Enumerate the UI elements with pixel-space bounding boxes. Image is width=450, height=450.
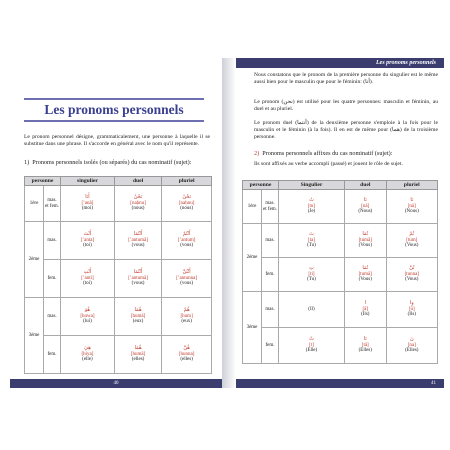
translation: (Nous) [358,209,373,215]
section-text: Pronoms personnels isolés (ou séparés) du cas nominatif (sujet): [32,159,192,166]
person-label: 1ère [25,186,44,222]
singular-cell [279,328,345,364]
gender-label: mas. [262,292,279,328]
table-row [243,328,438,364]
transliteration: [ti] [308,271,315,277]
col-header-dual: duel [114,177,161,186]
transliteration: [ʼantunna] [176,275,198,281]
table-row [243,292,438,328]
intro-paragraph: Le pronom personnel désigne, grammaticalement, une personne à laquelle il se substitue dans une phrase. Il s'accorde en général avec le nom qu'il représente. [24,134,210,147]
col-header-singular: singulier [61,177,115,186]
transliteration: [ʼanta] [80,237,95,243]
translation: (Je) [307,209,316,215]
section-number: 1) [24,159,30,166]
translation: (toi) [83,281,92,287]
page-title: Les pronoms personnels [24,98,204,122]
section-2-heading [254,150,438,158]
gender-label: mas. [44,298,61,336]
translation: (Ils) [361,312,370,318]
translation: (Vous) [358,277,372,283]
arabic-text: نَا [410,196,414,203]
arabic-text: هِيَ [84,344,91,351]
translation: (nous) [131,206,145,212]
col-header-plural: pluriel [162,177,212,186]
singular-cell [61,336,115,374]
col-header-person: personne [243,181,279,190]
col-header-person: personne [25,177,61,186]
gender-label: mas. et fem. [262,190,279,224]
paragraph-1: Nous constatons que le pronom de la première personne du singulier est le même aussi bien pour le masculin que pour le féminin: (أنا). [254,72,438,85]
transliteration: [nā] [407,203,416,209]
transliteration: [naḥnu] [178,200,195,206]
arabic-text: نَا [363,196,367,203]
singular-cell [61,222,115,260]
arabic-text: نَ [409,335,414,342]
plural-cell [162,260,212,298]
translation: (Il) [308,306,315,312]
singular-cell [61,260,115,298]
plural-cell [386,190,437,224]
translation: (vous) [180,281,194,287]
arabic-text: تَ [309,230,314,237]
arabic-text: أَنْتُمَا [133,268,143,275]
arabic-text: ا [364,299,366,306]
translation: (toi) [83,243,92,249]
transliteration: [hunna] [178,351,195,357]
arabic-text: تُمَا [362,230,369,237]
plural-cell [386,328,437,364]
singular-cell [279,190,345,224]
transliteration: [tunna] [404,271,420,277]
transliteration: [ta] [308,237,315,243]
transliteration: [ʼantumā] [128,237,148,243]
singular-cell [61,186,115,222]
transliteration: [humā] [130,313,146,319]
dual-cell [114,186,161,222]
arabic-text: أَنْتُنَّ [182,268,191,275]
section-2-subtext: Ils sont affixés au verbe accompli (passé) et jouent le rôle de sujet. [254,161,403,167]
arabic-text: تُمْ [409,230,415,237]
table-row [25,186,212,222]
gender-label: fem. [44,260,61,298]
table-row [243,224,438,258]
transliteration: [ʼanā] [81,200,94,206]
singular-cell [279,224,345,258]
plural-cell [162,298,212,336]
dual-cell [114,336,161,374]
transliteration: [tum] [406,237,418,243]
singular-cell [279,292,345,328]
arabic-text: تِ [309,264,314,271]
arabic-text: أَنْتَ [83,230,92,237]
dual-cell [344,190,386,224]
table-row [243,258,438,292]
pronoun-table-isolated [24,176,212,374]
transliteration: [ā] [362,306,369,312]
dual-cell [344,258,386,292]
singular-cell [279,258,345,292]
arabic-text: تُنَّ [409,264,415,271]
arabic-text: تْ [309,335,314,342]
translation: (lui) [83,319,92,325]
transliteration: [tumā] [358,271,372,277]
plural-cell [162,222,212,260]
transliteration: [tu] [307,203,316,209]
left-page [10,58,222,388]
arabic-text: أَنْتُمْ [182,230,191,237]
transliteration: [humā] [130,351,146,357]
translation: (Vous) [405,277,419,283]
person-label: 2ème [243,224,262,292]
arabic-text: هُوَ [84,306,91,313]
plural-cell [386,224,437,258]
pronoun-table-affixes [242,180,438,364]
page-footer [10,379,222,388]
transliteration: [t] [309,342,314,348]
translation: (moi) [81,206,93,212]
translation: (vous) [180,243,194,249]
dual-cell [114,298,161,336]
table-row [25,336,212,374]
dual-cell [344,224,386,258]
arabic-text: تَا [363,335,367,342]
plural-cell [162,186,212,222]
transliteration: [ʼantum] [177,237,196,243]
translation: (Elles) [405,348,419,354]
translation: (Vous) [405,243,419,249]
table-row [25,222,212,260]
translation: (eux) [181,319,192,325]
table-row [243,190,438,224]
transliteration: [naḥnu] [130,200,146,206]
section-number: 2) [254,150,260,157]
section-text: Pronoms personnels affixes du cas nominatif (sujet): [262,150,393,157]
transliteration: [nā] [361,203,370,209]
transliteration: [ū] [408,306,415,312]
arabic-text: هُمَا [134,306,142,313]
singular-cell [61,298,115,336]
arabic-text: نَحْنُ [133,193,143,200]
arabic-text: هُمْ [183,306,190,313]
page-footer [236,379,444,388]
plural-cell [162,336,212,374]
gender-label: fem. [262,258,279,292]
paragraph-2: Le pronom (نحن) est utilisé pour les quatre personnes: masculin et féminin, au duel et au pluriel. [254,99,438,112]
table-row [25,260,212,298]
arabic-text: تُ [309,196,314,203]
transliteration: [ʼantumā] [128,275,148,281]
person-label: 3ème [243,292,262,364]
book-gutter [222,58,236,388]
arabic-text: هُنَّ [183,344,190,351]
paragraph-3: Le pronom duel (أنتما) de la deuxième personne s'emploie à la fois pour le masculin et le féminin (à la fois). Il en est de même pour (هما) de la troisième personne. [254,120,438,140]
plural-cell [386,258,437,292]
translation: (Tu) [307,277,316,283]
table-row [25,298,212,336]
translation: (elle) [82,357,93,363]
transliteration: [na] [407,342,416,348]
arabic-text: هُمَا [134,344,142,351]
transliteration: [ʼanti] [81,275,94,281]
arabic-text: أَنَا [85,193,90,200]
gender-label: fem. [262,328,279,364]
translation: (elles) [180,357,193,363]
translation: (vous) [131,243,145,249]
person-label: 1ère [243,190,262,224]
translation: (Elle) [305,348,318,354]
person-label: 3ème [25,298,44,374]
translation: (vous) [131,281,145,287]
transliteration: [tā] [361,342,369,348]
gender-label: mas. et fem. [44,186,61,222]
dual-cell [114,260,161,298]
running-header: Les pronoms personnels [236,58,444,68]
col-header-singular: Singulier [279,181,345,190]
page-number: 40 [113,381,119,386]
col-header-dual: duel [344,181,386,190]
dual-cell [344,292,386,328]
translation: (nous) [180,206,194,212]
translation: (Nous) [404,209,419,215]
gender-label: mas. [44,222,61,260]
transliteration: [huwa] [80,313,95,319]
right-page [236,58,444,388]
col-header-plural: pluriel [386,181,437,190]
transliteration: [hum] [180,313,193,319]
arabic-text: وا [409,299,414,306]
gender-label: mas. [262,224,279,258]
gender-label: fem. [44,336,61,374]
translation: (Elles) [358,348,372,354]
arabic-text: نَحْنُ [182,193,191,200]
arabic-text: أَنْتِ [83,268,92,275]
plural-cell [386,292,437,328]
page-number: 41 [431,381,436,386]
person-label: 2ème [25,222,44,298]
translation: (Vous) [358,243,372,249]
transliteration: [tumā] [358,237,372,243]
translation: (Ils) [407,312,416,318]
section-1-heading [24,159,210,167]
arabic-text: أَنْتُمَا [133,230,143,237]
transliteration: [hiya] [81,351,94,357]
translation: (elles) [131,357,145,363]
translation: (eux) [132,319,144,325]
dual-cell [344,328,386,364]
translation: (Tu) [307,243,316,249]
dual-cell [114,222,161,260]
arabic-text: تُمَا [362,264,369,271]
